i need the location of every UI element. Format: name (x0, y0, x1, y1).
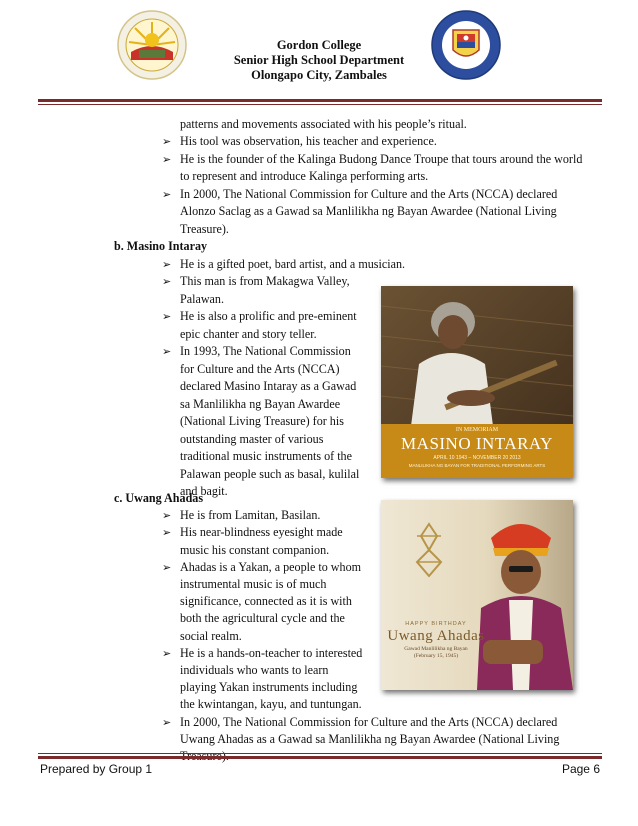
text-line: declared Masino Intaray as a Gawad (180, 379, 357, 393)
footer-page-number: Page 6 (561, 762, 600, 776)
text-line: He is a gifted poet, bard artist, and a musician. (180, 257, 406, 271)
section-heading-uwang-ahadas: c. Uwang Ahadas (114, 491, 204, 505)
arrow-bullet-icon: ➢ (162, 275, 172, 288)
text-line: for Culture and the Arts (NCCA) (180, 362, 340, 376)
arrow-bullet-icon: ➢ (162, 188, 172, 201)
section-heading-masino-intaray: b. Masino Intaray (114, 239, 208, 253)
arrow-bullet-icon: ➢ (162, 153, 172, 166)
uwang-caption-dates: (February 15, 1945) (413, 653, 459, 659)
footer-prepared-by: Prepared by Group 1 (40, 762, 153, 776)
masino-intaray-photo (381, 286, 573, 478)
arrow-bullet-icon: ➢ (162, 345, 172, 358)
uwang-caption-title: Uwang Ahadas (387, 628, 485, 644)
header-line-3: Olongapo City, Zambales (251, 68, 387, 82)
text-line: both the agricultural cycle and the (180, 611, 345, 626)
text-line: to represent and introduce Kalinga performing arts. (180, 169, 429, 183)
arrow-bullet-icon: ➢ (162, 715, 172, 729)
text-line: playing Yakan instruments including (180, 680, 358, 695)
arrow-bullet-icon: ➢ (162, 509, 172, 523)
text-line: He is from Lamitan, Basilan. (180, 508, 321, 523)
text-line: sa Manlilikha ng Bayan Awardee (180, 397, 341, 411)
text-line: In 2000, The National Commission for Culture and the Arts (NCCA) declared (180, 714, 558, 729)
text-line: Uwang Ahadas as a Gawad sa Manlilikha ng Bayan Awardee (National Living (180, 731, 560, 746)
masino-caption-dates: APRIL 10 1943 – NOVEMBER 20 2013 (433, 455, 521, 461)
text-line: In 1993, The National Commission (180, 344, 351, 358)
arrow-bullet-icon: ➢ (162, 310, 172, 323)
text-line: Treasure). (180, 222, 229, 236)
text-line: His near-blindness eyesight made (180, 525, 343, 540)
text-line: outstanding master of various (180, 432, 324, 446)
text-line: epic chanter and story teller. (180, 327, 317, 341)
masino-caption-subtitle: MANLILIKHA NG BAYAN FOR TRADITIONAL PERFORMING ARTS (408, 463, 546, 468)
text-line: This man is from Makagwa Valley, (180, 274, 350, 288)
text-line: instrumental music is of much (180, 577, 327, 591)
text-line: He is the founder of the Kalinga Budong Dance Troupe that tours around the world (180, 152, 583, 166)
text-line: In 2000, The National Commission for Culture and the Arts (NCCA) declared (180, 187, 558, 201)
arrow-bullet-icon: ➢ (162, 560, 172, 574)
text-line: He is also a prolific and pre-eminent (180, 309, 357, 323)
text-line: patterns and movements associated with his people’s ritual. (180, 117, 467, 131)
text-line: social realm. (180, 628, 242, 643)
arrow-bullet-icon: ➢ (162, 526, 172, 540)
text-line: Palawan. (180, 292, 224, 306)
arrow-bullet-icon: ➢ (162, 646, 172, 660)
uwang-caption-subtitle: Gawad Manlilikha ng Bayan (404, 646, 468, 652)
header-line-2: Senior High School Department (233, 53, 405, 67)
text-line: the kwintangan, kayu, and tuntungan. (180, 697, 362, 712)
text-line: significance, connected as it is with (180, 594, 352, 609)
arrow-bullet-icon: ➢ (162, 258, 172, 271)
text-line: music his constant companion. (180, 542, 330, 557)
text-line: Alonzo Saclag as a Gawad sa Manlilikha ng Bayan Awardee (National Living (180, 204, 557, 218)
text-line: traditional music instruments of the (180, 449, 352, 463)
text-line: He is a hands-on-teacher to interested (180, 645, 363, 660)
text-line: Palawan people such as basal, kulilal (180, 467, 360, 481)
arrow-bullet-icon: ➢ (162, 135, 172, 148)
text-line: (National Living Treasure) for his (180, 414, 344, 428)
footer-divider-thin (38, 753, 602, 754)
uwang-ahadas-photo (381, 500, 573, 690)
text-line: Ahadas is a Yakan, a people to whom (180, 559, 362, 574)
text-line: individuals who wants to learn (180, 663, 329, 677)
uwang-caption-top: HAPPY BIRTHDAY (405, 621, 467, 627)
footer-divider-thick (38, 756, 602, 759)
text-line: and bagit. (180, 484, 228, 498)
masino-caption-title: MASINO INTARAY (401, 434, 553, 453)
masino-caption-top: IN MEMORIAM (455, 427, 499, 433)
text-line: His tool was observation, his teacher and experience. (180, 134, 437, 148)
header-line-1: Gordon College (276, 38, 362, 52)
